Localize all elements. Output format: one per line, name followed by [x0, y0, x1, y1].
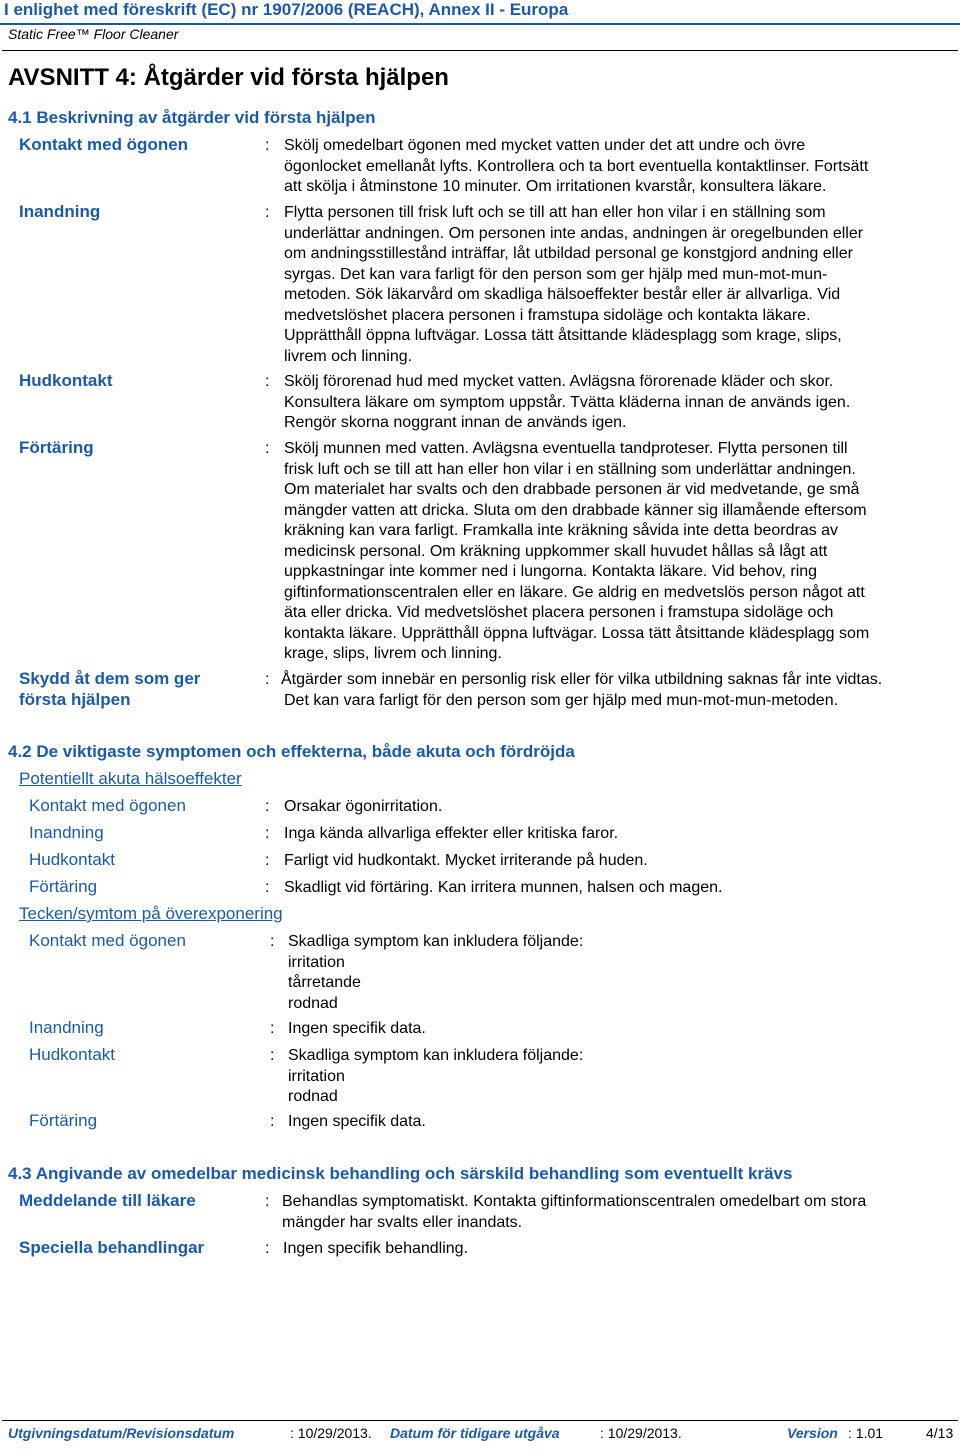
subsection-4-2-title: 4.2 De viktigaste symptomen och effekterna, både akuta och fördröjda	[8, 742, 575, 761]
acute-effects-heading: Potentiellt akuta hälsoeffekter	[19, 769, 242, 788]
s41-label-ingestion: Förtäring	[19, 438, 94, 457]
colon: :	[265, 373, 270, 390]
colon: :	[270, 933, 275, 950]
section-title: AVSNITT 4: Åtgärder vid första hjälpen	[8, 64, 449, 91]
colon: :	[265, 204, 270, 221]
s41-text-ingestion: Skölj munnen med vatten. Avlägsna eventuella tandproteser. Flytta personen till frisk luft och se till att han eller hon vilar i en ställning som underlättar andningen. Om materialet har svalts och den drabbade personen är vid medvetande, ge små mängder vatten att dricka. Sluta om den drabbade känner sig illamående eftersom kräkning kan vara farligt. Framkalla inte kräkning såvida inte detta beordras av medicinsk personal. Om kräkning uppkommer skall huvudet hållas så lågt att uppkastningar inte kommer ned i lungorna. Kontakta läkare. Vid behov, ring giftinformationscentralen eller en läkare. Ge aldrig en medvetslös person något att äta eller dricka. Vid medvetslöshet placera personen i framstupa sidoläge och kontakta läkare. Upprätthåll öppna luftvägar. Lossa tätt åtsittande klädesplagg som krage, slips, livrem och linning.	[284, 440, 870, 662]
s41-label-inhalation: Inandning	[19, 202, 101, 221]
s41-text-protection: Åtgärder som innebär en personlig risk eller för vilka utbildning saknas får inte vidtas. Det kan vara farligt för den person som ger hjälp med mun-mot-mun-metoden.	[281, 671, 883, 709]
footer-version-value: : 1.01	[848, 1425, 884, 1441]
acute-label-skin: Hudkontakt	[29, 850, 115, 869]
acute-label-eyes: Kontakt med ögonen	[29, 796, 186, 815]
signs-text-skin: Skadliga symptom kan inkludera följande: irritation rodnad	[288, 1047, 584, 1105]
s41-label-skin: Hudkontakt	[19, 371, 113, 390]
colon: :	[265, 879, 270, 896]
subheader-rule	[2, 50, 958, 51]
acute-text-eyes: Orsakar ögonirritation.	[284, 798, 443, 815]
colon: :	[265, 1240, 270, 1257]
footer-page-number: 4/13	[926, 1425, 954, 1441]
product-name: Static Free™ Floor Cleaner	[8, 26, 179, 42]
signs-heading: Tecken/symtom på överexponering	[19, 904, 283, 923]
s41-text-inhalation: Flytta personen till frisk luft och se till att han eller hon vilar i en ställning som underlättar andningen. Om personen inte andas, andningen är oregelbunden eller om andningsstillestånd inträffar, låt utbildad personal ge konstgjord andning eller syrgas. Det kan vara farligt för den person som ger hjälp med mun-mot-mun- metoden. Sök läkarvård om skadliga hälsoeffekter består eller är allvarliga. Vid medvetslöshet placera personen i framstupa sidoläge och kontakta läkare. Upprätthåll öppna luftvägar. Lossa tätt åtsittande klädesplagg som krage, slips, livrem och linning.	[284, 204, 864, 365]
colon: :	[265, 1193, 270, 1210]
colon: :	[265, 852, 270, 869]
acute-text-skin: Farligt vid hudkontakt. Mycket irriterande på huden.	[284, 852, 648, 869]
footer-issue-label: Utgivningsdatum/Revisionsdatum	[8, 1425, 235, 1441]
signs-label-eyes: Kontakt med ögonen	[29, 931, 186, 950]
signs-label-skin: Hudkontakt	[29, 1045, 115, 1064]
signs-text-inhalation: Ingen specifik data.	[288, 1020, 426, 1037]
colon: :	[265, 137, 270, 154]
signs-label-ingestion: Förtäring	[29, 1111, 98, 1130]
colon: :	[265, 440, 270, 457]
s41-label-protection: Skydd åt dem som ger första hjälpen	[19, 669, 201, 709]
footer-prev-value: : 10/29/2013.	[600, 1425, 682, 1441]
s43-label-specific-treatments: Speciella behandlingar	[19, 1238, 205, 1257]
acute-label-ingestion: Förtäring	[29, 877, 98, 896]
colon: :	[270, 1020, 275, 1037]
colon: :	[270, 1047, 275, 1064]
s43-label-physician: Meddelande till läkare	[19, 1191, 196, 1210]
colon: :	[265, 798, 270, 815]
s41-text-skin: Skölj förorenad hud med mycket vatten. Avlägsna förorenade kläder och skor. Konsultera läkare om symptom uppstår. Tvätta kläderna innan de används igen. Rengör skorna noggrant innan de används igen.	[284, 373, 851, 431]
footer-issue-value: : 10/29/2013.	[290, 1425, 372, 1441]
signs-label-inhalation: Inandning	[29, 1018, 104, 1037]
colon: :	[265, 671, 270, 688]
subsection-4-1-title: 4.1 Beskrivning av åtgärder vid första hjälpen	[8, 108, 376, 127]
signs-text-ingestion: Ingen specifik data.	[288, 1113, 426, 1130]
s43-text-specific-treatments: Ingen specifik behandling.	[283, 1240, 469, 1257]
subsection-4-3-title: 4.3 Angivande av omedelbar medicinsk behandling och särskild behandling som eventuellt krävs	[8, 1164, 793, 1183]
header-rule	[0, 23, 960, 25]
signs-text-eyes: Skadliga symptom kan inkludera följande: irritation tårretande rodnad	[288, 933, 584, 1012]
colon: :	[270, 1113, 275, 1130]
regulation-header: I enlighet med föreskrift (EC) nr 1907/2006 (REACH), Annex II - Europa	[4, 0, 569, 19]
footer-prev-label: Datum för tidigare utgåva	[390, 1425, 560, 1441]
acute-label-inhalation: Inandning	[29, 823, 104, 842]
s41-text-eyes: Skölj omedelbart ögonen med mycket vatten under det att undre och övre ögonlocket emellanåt lyfts. Kontrollera och ta bort eventuella kontaktlinser. Fortsätt att skölja i åtminstone 10 minuter. Om irritationen kvarstår, konsultera läkare.	[284, 137, 869, 195]
s43-text-physician: Behandlas symptomatiskt. Kontakta giftinformationscentralen omedelbart om stora mängder har svalts eller inandats.	[282, 1193, 867, 1231]
s41-label-eyes: Kontakt med ögonen	[19, 135, 189, 154]
acute-text-ingestion: Skadligt vid förtäring. Kan irritera munnen, halsen och magen.	[284, 879, 723, 896]
colon: :	[265, 825, 270, 842]
acute-text-inhalation: Inga kända allvarliga effekter eller kritiska faror.	[284, 825, 619, 842]
footer-version-label: Version	[787, 1425, 838, 1441]
